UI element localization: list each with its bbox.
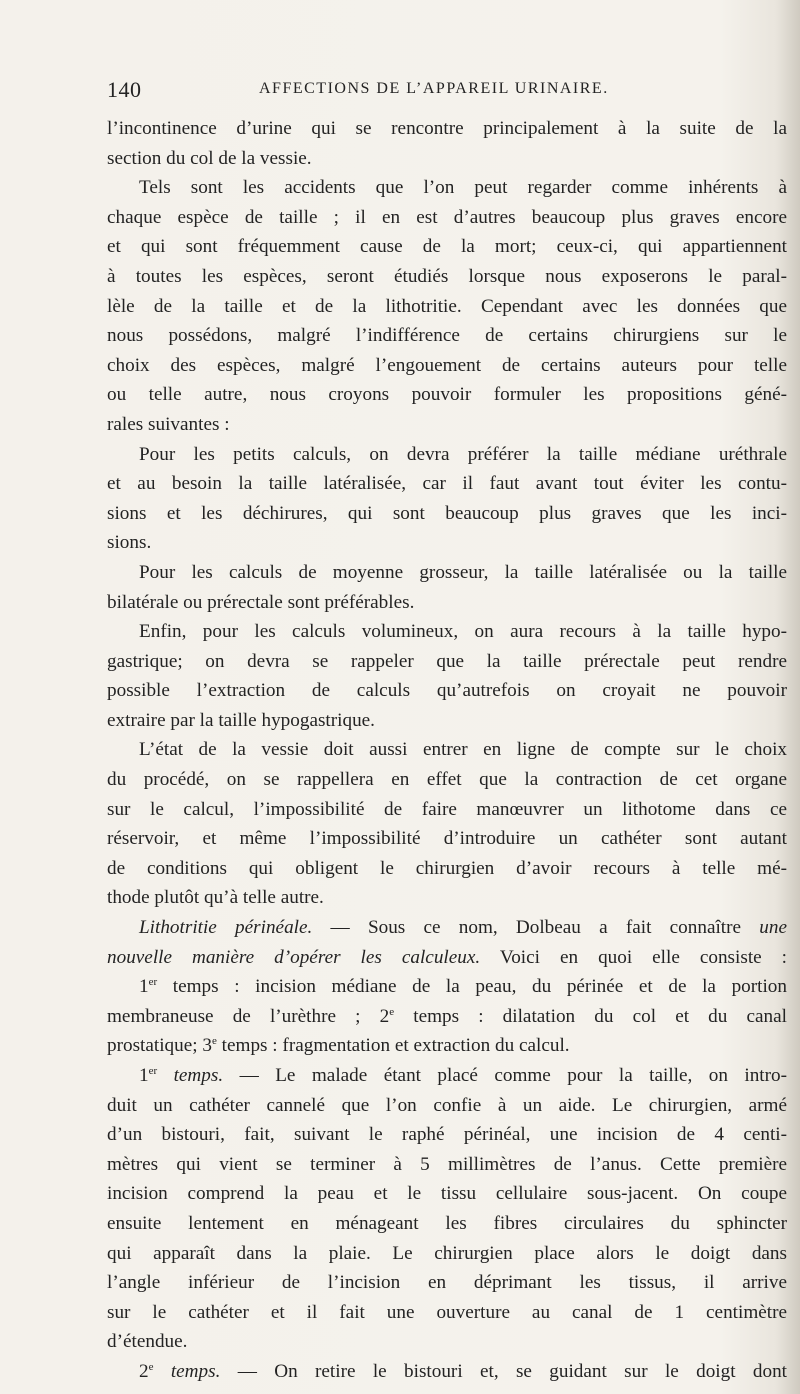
text-line: sur le calcul, l’impossibilité de faire manœuvrer un lithotome dans ce xyxy=(107,798,787,820)
text-line: Tels sont les accidents que l’on peut regarder comme inhérents à xyxy=(139,177,787,199)
text-line: du procédé, on se rappellera en effet que la contraction de cet organe xyxy=(107,769,787,791)
text-line: réservoir, et même l’impossibilité d’introduire un cathéter sont autant xyxy=(107,828,787,850)
text-line: gastrique; on devra se rappeler que la taille prérectale peut rendre xyxy=(107,650,787,672)
text-line: l’incontinence d’urine qui se rencontre principalement à la suite de la xyxy=(107,118,787,139)
text-line: d’étendue. xyxy=(107,1331,188,1353)
page-number: 140 xyxy=(107,77,142,102)
text-line: section du col de la vessie. xyxy=(107,147,312,169)
running-title: AFFECTIONS DE L’APPAREIL URINAIRE. xyxy=(259,80,609,97)
text-line: sions et les déchirures, qui sont beaucoup plus graves que les inci- xyxy=(107,502,787,524)
text-line: Enfin, pour les calculs volumineux, on aura recours à la taille hypo- xyxy=(139,621,787,643)
text-line: l’angle inférieur de l’incision en déprimant les tissus, il arrive xyxy=(107,1272,787,1294)
text-line: ensuite lentement en ménageant les fibres circulaires du sphincter xyxy=(107,1212,787,1234)
text-line: sur le cathéter et il fait une ouverture au canal de 1 centimètre xyxy=(107,1301,787,1323)
text-line: incision comprend la peau et le tissu cellulaire sous-jacent. On coupe xyxy=(107,1183,787,1205)
text-line: choix des espèces, malgré l’engouement de certains auteurs pour telle xyxy=(107,354,787,376)
text-line: Lithotritie périnéale. — Sous ce nom, Dolbeau a fait connaître une xyxy=(139,917,787,939)
text-line: duit un cathéter cannelé que l’on confie à un aide. Le chirurgien, armé xyxy=(107,1094,787,1116)
text-line: thode plutôt qu’à telle autre. xyxy=(107,887,324,909)
text-line: d’un bistouri, fait, suivant le raphé périnéal, une incision de 4 centi- xyxy=(107,1124,787,1146)
text-line: de conditions qui obligent le chirurgien d’avoir recours à telle mé- xyxy=(107,857,787,879)
text-line: possible l’extraction de calculs qu’autrefois on croyait ne pouvoir xyxy=(107,680,787,702)
text-line: 2e temps. — On retire le bistouri et, se guidant sur le doigt dont xyxy=(139,1360,787,1382)
text-line: extraire par la taille hypogastrique. xyxy=(107,709,375,731)
text-line: lèle de la taille et de la lithotritie. Cependant avec les données que xyxy=(107,295,787,317)
text-line: Pour les petits calculs, on devra préférer la taille médiane uréthrale xyxy=(139,443,787,465)
body-text xyxy=(107,114,787,1387)
text-line: prostatique; 3e temps : fragmentation et extraction du calcul. xyxy=(107,1035,570,1057)
section-title: Lithotritie périnéale. xyxy=(139,917,313,939)
text-line: et au besoin la taille latéralisée, car il faut avant tout éviter les contu- xyxy=(107,473,787,495)
text-line: 1er temps. — Le malade étant placé comme pour la taille, on intro- xyxy=(139,1065,787,1086)
text-line: rales suivantes : xyxy=(107,413,230,435)
text-line: 1er temps : incision médiane de la peau, du périnée et de la portion xyxy=(139,976,787,998)
text-line: membraneuse de l’urèthre ; 2e temps : dilatation du col et du canal xyxy=(107,1005,787,1027)
text-line: nous possédons, malgré l’indifférence de certains chirurgiens sur le xyxy=(107,325,787,347)
text-line: L’état de la vessie doit aussi entrer en ligne de compte sur le choix xyxy=(139,739,787,761)
text-line: chaque espèce de taille ; il en est d’autres beaucoup plus graves encore xyxy=(107,206,787,228)
text-line: sions. xyxy=(107,532,152,554)
text-line: nouvelle manière d’opérer les calculeux. Voici en quoi elle consiste : xyxy=(107,946,787,968)
text-line: bilatérale ou prérectale sont préférables. xyxy=(107,591,415,613)
text-line: ou telle autre, nous croyons pouvoir formuler les propositions géné- xyxy=(107,384,787,406)
text-line: et qui sont fréquemment cause de la mort; ceux-ci, qui appartiennent xyxy=(107,236,787,258)
text-line: à toutes les espèces, seront étudiés lorsque nous exposerons le paral- xyxy=(107,265,787,287)
text-line: mètres qui vient se terminer à 5 millimètres de l’anus. Cette première xyxy=(107,1153,787,1175)
text-line: Pour les calculs de moyenne grosseur, la taille latéralisée ou la taille xyxy=(139,561,787,583)
page-header xyxy=(107,77,787,107)
text-line: qui apparaît dans la plaie. Le chirurgien place alors le doigt dans xyxy=(107,1242,787,1264)
